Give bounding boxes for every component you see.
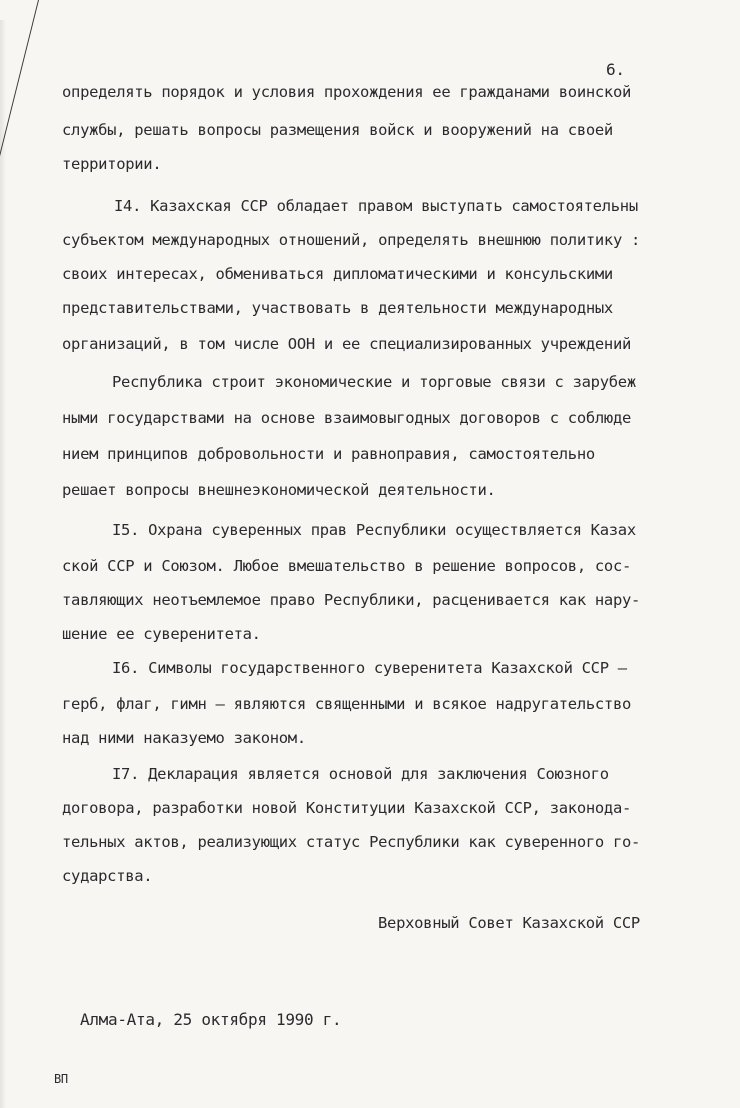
text-line: над ними наказуемо законом. bbox=[62, 729, 306, 747]
text-line: герб, флаг, гимн – являются священными и всякое надругательство bbox=[62, 695, 632, 713]
text-line: нием принципов добровольности и равноправия, самостоятельно bbox=[62, 445, 595, 463]
text-line: I5. Охрана суверенных прав Республики осуществляется Казах bbox=[112, 521, 636, 539]
text-line: субъектом международных отношений, определять внешнюю политику : bbox=[62, 231, 641, 249]
text-line: представительствами, участвовать в деятельности международных bbox=[62, 299, 613, 317]
text-line: I6. Символы государственного суверенитета Казахской ССР – bbox=[112, 659, 627, 677]
text-line: территории. bbox=[62, 155, 162, 173]
text-line: шение ее суверенитета. bbox=[62, 625, 261, 643]
text-line: I4. Казахская ССР обладает правом выступать самостоятельны bbox=[114, 197, 638, 215]
text-line: договора, разработки новой Конституции Казахской ССР, законода- bbox=[62, 799, 632, 817]
text-line: организаций, в том числе ООН и ее специализированных учреждений bbox=[62, 335, 632, 353]
text-line: тавляющих неотъемлемое право Республики, расценивается как нару- bbox=[62, 591, 641, 609]
typist-initials: ВП bbox=[54, 1072, 68, 1086]
text-line: своих интересах, обмениваться дипломатическими и консульскими bbox=[62, 265, 613, 283]
text-line: службы, решать вопросы размещения войск и вооружений на своей bbox=[62, 121, 613, 139]
text-line: ской ССР и Союзом. Любое вмешательство в решение вопросов, сос- bbox=[62, 557, 632, 575]
date-place: Алма-Ата, 25 октября 1990 г. bbox=[80, 1010, 342, 1029]
page-number: 6. bbox=[606, 60, 625, 79]
text-line: ными государствами на основе взаимовыгодных договоров с соблюде bbox=[62, 409, 632, 427]
page-shadow-edge bbox=[0, 20, 6, 1108]
signature-block: Верховный Совет Казахской ССР bbox=[378, 914, 640, 932]
text-line: решает вопросы внешнеэкономической деятельности. bbox=[62, 481, 496, 499]
text-line: сударства. bbox=[62, 867, 153, 885]
text-line: тельных актов, реализующих статус Республики как суверенного го- bbox=[62, 833, 641, 851]
text-line: Республика строит экономические и торговые связи с зарубеж bbox=[112, 373, 636, 391]
text-line: определять порядок и условия прохождения ее гражданами воинской bbox=[62, 83, 632, 101]
text-line: I7. Декларация является основой для заключения Союзного bbox=[112, 765, 609, 783]
